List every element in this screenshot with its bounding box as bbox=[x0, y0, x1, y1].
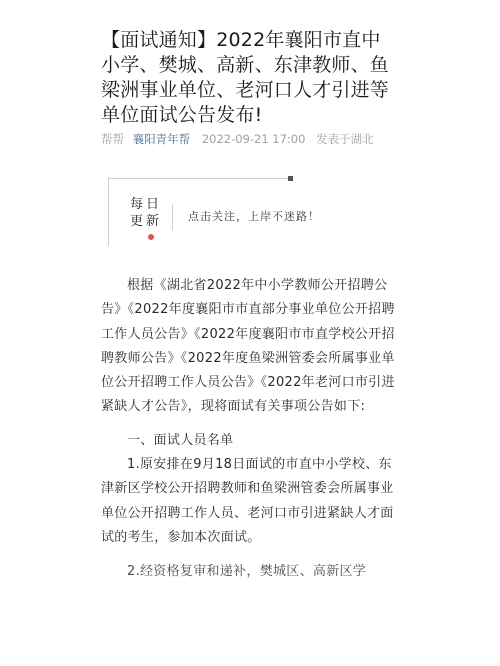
article-title: 【面试通知】2022年襄阳市直中小学、樊城、高新、东津教师、鱼梁洲事业单位、老河口人才引进等单位面试公告发布! bbox=[101, 29, 390, 126]
stamp-line-2: 更新 bbox=[129, 214, 162, 229]
bottom-fade-overlay bbox=[0, 600, 500, 666]
account-name-link[interactable]: 襄阳青年帮 bbox=[132, 132, 191, 146]
callout-divider bbox=[172, 204, 173, 230]
list-item-partial: 2.经资格复审和递补，樊城区、高新区学 bbox=[127, 564, 367, 580]
daily-update-stamp bbox=[126, 196, 166, 230]
intro-paragraph: 根据《湖北省2022年中小学教师公开招聘公告》《2022年度襄阳市市直部分事业单位公开招聘工作人员公告》《2022年度襄阳市市直学校公开招聘教师公告》《2022年度鱼梁洲管委会所属事业单位公开招聘工作人员公告》《2022年老河口市引进紧缺人才公告》，现将面试有关事项公告如下: bbox=[101, 278, 395, 415]
follow-callout[interactable] bbox=[108, 178, 320, 246]
article-body bbox=[101, 274, 403, 585]
section-heading: 一、面试人员名单 bbox=[127, 432, 234, 448]
callout-frame-top bbox=[108, 178, 290, 179]
list-item: 1.原安排在9月18日面试的市直中小学校、东津新区学校公开招聘教师和鱼梁洲管委会所属事业单位公开招聘工作人员、老河口市引进紧缺人才面试的考生，参加本次面试。 bbox=[101, 457, 394, 545]
red-dot-icon bbox=[148, 234, 154, 240]
source-tag: 帮帮 bbox=[101, 132, 124, 146]
follow-slogan: 点击关注，上岸不迷路！ bbox=[188, 210, 320, 223]
article-meta bbox=[101, 131, 401, 147]
publish-date: 2022-09-21 17:00 bbox=[201, 132, 306, 146]
callout-corner-square bbox=[288, 176, 293, 181]
callout-frame-left bbox=[108, 178, 109, 246]
publish-location: 发表于湖北 bbox=[316, 132, 374, 146]
stamp-line-1: 每日 bbox=[129, 197, 162, 212]
